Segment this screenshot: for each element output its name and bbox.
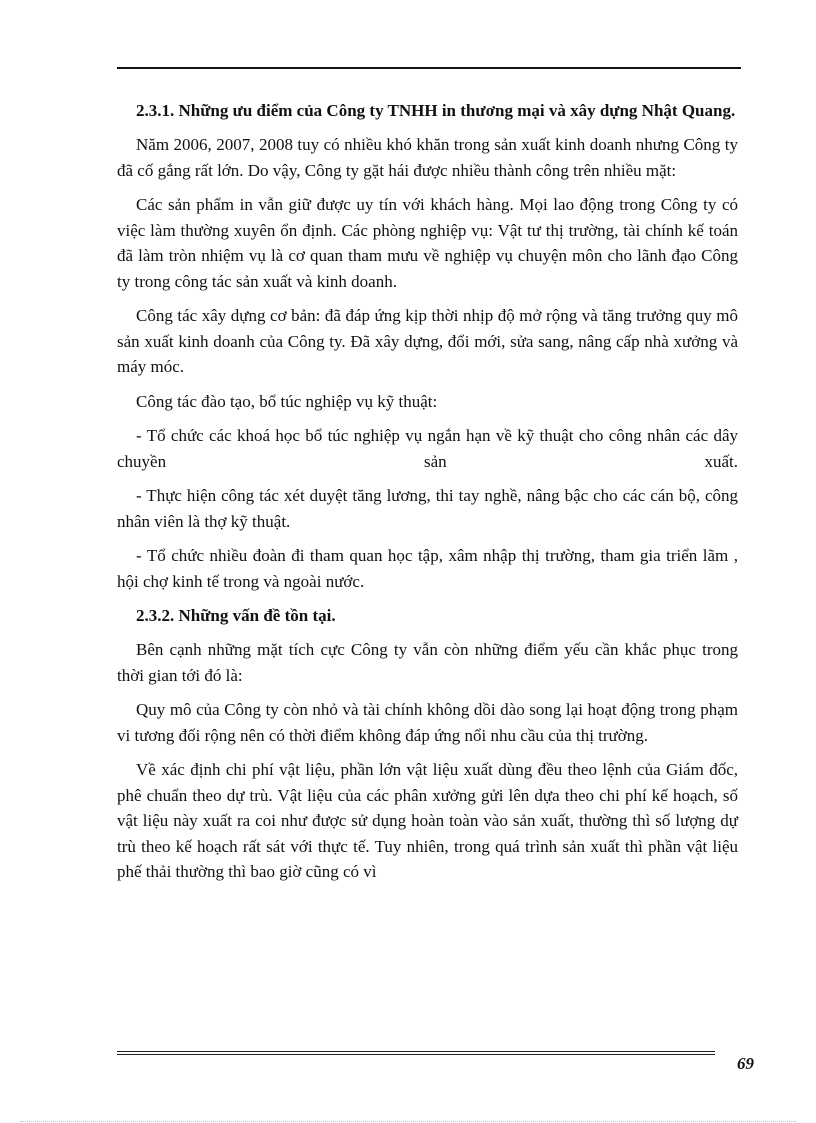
bullet-paragraph: - Tổ chức các khoá học bổ túc nghiệp vụ ngắn hạn về kỹ thuật cho công nhân các dây chuyền sản xuất. — [117, 426, 738, 471]
paragraph: Các sản phẩm in vẫn giữ được uy tín với khách hàng. Mọi lao động trong Công ty có việc làm thường xuyên ổn định. Các phòng nghiệp vụ: Vật tư thị trường, tài chính kế toán đã làm tròn nhiệm vụ là cơ quan tham mưu về nghiệp vụ chuyện môn cho lãnh đạo Công ty trong công tác sản xuất và kinh doanh. — [117, 195, 738, 291]
section-heading-2-3-2: 2.3.2. Những vấn đề tồn tại. — [136, 606, 336, 625]
section-heading-2-3-1: 2.3.1. Những ưu điểm của Công ty TNHH in thương mại và xây dựng Nhật Quang. — [136, 101, 736, 120]
paragraph: Bên cạnh những mặt tích cực Công ty vẫn còn những điểm yếu cần khắc phục trong thời gian tới đó là: — [117, 640, 738, 685]
paragraph: Năm 2006, 2007, 2008 tuy có nhiều khó khăn trong sản xuất kinh doanh nhưng Công ty đã cố gắng rất lớn. Do vậy, Công ty gặt hái được nhiều thành công trên nhiều mặt: — [117, 135, 738, 180]
header-rule — [117, 67, 741, 69]
footer-rule — [117, 1051, 715, 1055]
bullet-paragraph: - Tổ chức nhiều đoàn đi tham quan học tập, xâm nhập thị trường, tham gia triển lãm , hội chợ kinh tế trong và ngoài nước. — [117, 546, 738, 591]
page-edge-divider — [20, 1121, 796, 1122]
bullet-paragraph: - Thực hiện công tác xét duyệt tăng lương, thi tay nghề, nâng bậc cho các cán bộ, công nhân viên là thợ kỹ thuật. — [117, 486, 738, 531]
paragraph: Quy mô của Công ty còn nhỏ và tài chính không dồi dào song lại hoạt động trong phạm vi tương đối rộng nên có thời điểm không đáp ứng nổi nhu cầu của thị trường. — [117, 700, 738, 745]
document-body — [117, 98, 738, 894]
paragraph: Công tác đào tạo, bổ túc nghiệp vụ kỹ thuật: — [136, 391, 438, 411]
page-number: 69 — [737, 1054, 754, 1073]
paragraph: Về xác định chi phí vật liệu, phần lớn vật liệu xuất dùng đều theo lệnh của Giám đốc, phê chuẩn theo dự trù. Vật liệu của các phân xưởng gửi lên dựa theo chi phí kế hoạch, số vật liệu này xuất ra coi như được sử dụng hoàn toàn vào sản xuất, thường thì số lượng dự trù theo kế hoạch rất sát với thực tế. Tuy nhiên, trong quá trình sản xuất thì phần vật liệu phế thải thường thì bao giờ cũng có vì — [117, 760, 738, 881]
paragraph: Công tác xây dựng cơ bản: đã đáp ứng kịp thời nhịp độ mở rộng và tăng trưởng quy mô sản xuất kinh doanh của Công ty. Đã xây dựng, đổi mới, sửa sang, nâng cấp nhà xưởng và máy móc. — [117, 306, 738, 376]
